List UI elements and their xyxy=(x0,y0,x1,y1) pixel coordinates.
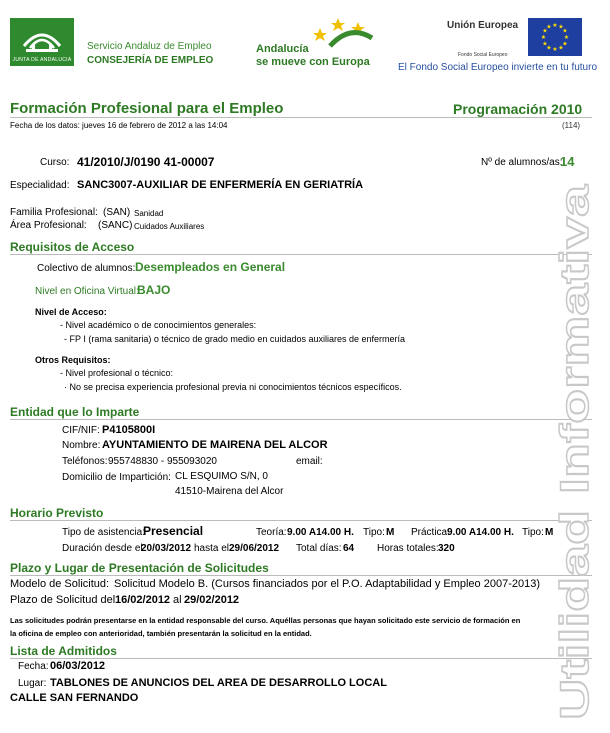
horario-heading: Horario Previsto xyxy=(10,506,592,521)
andalucia-line2: se mueve con Europa xyxy=(256,56,370,68)
eu-fund: Fondo Social Europeo xyxy=(458,52,508,58)
colectivo-value: Desempleados en General xyxy=(135,260,286,274)
watermark xyxy=(548,180,598,725)
alumnos-value: 14 xyxy=(560,154,575,169)
andalucia-stars-icon xyxy=(300,8,380,48)
duracion-hasta: 29/06/2012 xyxy=(229,543,280,554)
nota-line1: Las solicitudes podrán presentarse en la entidad responsable del curso. Aquéllas personas que hayan solicitado este servicio de formación en xyxy=(10,616,521,625)
nivel-acceso-line2: - FP I (rama sanitaria) o técnico de grado medio en cuidados auxiliares de enfermería xyxy=(64,334,406,344)
familia-label: Familia Profesional: xyxy=(10,207,98,218)
lugar-line2: CALLE SAN FERNANDO xyxy=(10,692,139,704)
title-divider xyxy=(10,117,592,118)
tipo-asistencia-value: Presencial xyxy=(143,524,204,538)
area-code: (SANC) xyxy=(98,220,133,231)
andalucia-line1: Andalucía xyxy=(256,43,309,55)
tipo-asistencia-label: Tipo de asistencia: xyxy=(62,527,146,538)
eu-title: Unión Europea xyxy=(447,20,519,31)
svg-text:★: ★ xyxy=(540,34,547,41)
plazo-label: Plazo de Solicitud del xyxy=(10,594,116,606)
familia-code: (SAN) xyxy=(103,207,131,218)
nombre-label: Nombre: xyxy=(62,440,101,451)
area-value: Cuidados Auxiliares xyxy=(134,222,205,231)
code-badge: (114) xyxy=(562,121,581,130)
area-label: Área Profesional: xyxy=(10,220,87,231)
eu-flag-icon xyxy=(528,18,582,56)
sae-line2: CONSEJERÍA DE EMPLEO xyxy=(87,55,214,66)
svg-text:★: ★ xyxy=(563,34,570,41)
fecha-datos: Fecha de los datos: jueves 16 de febrero de 2012 a las 14:04 xyxy=(10,121,228,130)
page-title: Formación Profesional para el Empleo xyxy=(10,100,284,117)
teoria-label: Teoría: xyxy=(256,527,287,538)
programacion-title: Programación 2010 xyxy=(453,101,583,117)
plazo-al: al xyxy=(173,594,182,606)
svg-text:★: ★ xyxy=(546,23,552,31)
practica-label: Práctica: xyxy=(411,527,450,538)
teoria-tipo-value: M xyxy=(386,527,395,538)
nota-line2: la oficina de empleo con anterioridad, también presentarán la solicitud en la entidad. xyxy=(10,629,312,638)
svg-text:★: ★ xyxy=(552,22,558,29)
requisitos-heading: Requisitos de Acceso xyxy=(10,240,592,255)
nivel-acceso-label: Nivel de Acceso: xyxy=(35,307,107,317)
total-dias-value: 64 xyxy=(343,543,355,554)
domicilio-line2: 41510-Mairena del Alcor xyxy=(175,486,284,497)
horas-value: 320 xyxy=(438,543,455,554)
plazo-desde: 16/02/2012 xyxy=(115,594,171,606)
lugar-label: Lugar: xyxy=(18,678,47,689)
teoria-value: 9.00 A14.00 H. xyxy=(287,527,354,538)
modelo-value: Solicitud Modelo B. (Cursos financiados por el P.O. Adaptabilidad y Empleo 2007-2013) xyxy=(114,578,540,590)
curso-label: Curso: xyxy=(40,157,70,168)
practica-tipo-label: Tipo: xyxy=(522,527,544,538)
otros-label: Otros Requisitos: xyxy=(35,355,111,365)
svg-text:★: ★ xyxy=(558,23,564,31)
svg-text:★: ★ xyxy=(558,44,564,52)
horas-label: Horas totales: xyxy=(377,543,439,554)
plazo-heading: Plazo y Lugar de Presentación de Solicitudes xyxy=(10,561,592,576)
sae-line1: Servicio Andaluz de Empleo xyxy=(87,41,212,52)
svg-text:★: ★ xyxy=(562,40,568,48)
fecha-label: Fecha: xyxy=(18,661,49,672)
fecha-value: 06/03/2012 xyxy=(50,660,106,672)
nombre-value: AYUNTAMIENTO DE MAIRENA DEL ALCOR xyxy=(102,439,328,451)
nivel-value: BAJO xyxy=(137,283,171,297)
duracion-label: Duración desde el xyxy=(62,543,143,554)
admitidos-heading: Lista de Admitidos xyxy=(10,644,592,659)
duracion-hasta-label: hasta el xyxy=(194,543,230,554)
nivel-label: Nivel en Oficina Virtual: xyxy=(35,286,139,297)
practica-value: 9.00 A14.00 H. xyxy=(447,527,514,538)
otros-line2: · No se precisa experiencia profesional previa ni conocimientos técnicos específicos. xyxy=(64,382,402,392)
duracion-desde: 20/03/2012 xyxy=(141,543,192,554)
teoria-tipo-label: Tipo: xyxy=(363,527,385,538)
especialidad-label: Especialidad: xyxy=(10,180,70,191)
svg-text:★: ★ xyxy=(542,40,548,48)
especialidad-value: SANC3007-AUXILIAR DE ENFERMERÍA EN GERIATRÍA xyxy=(77,179,364,191)
nivel-acceso-line1: - Nivel académico o de conocimientos generales: xyxy=(60,320,257,330)
total-dias-label: Total días: xyxy=(296,543,342,554)
plazo-hasta: 29/02/2012 xyxy=(184,594,240,606)
telefonos-value: 955748830 - 955093020 xyxy=(108,456,217,467)
domicilio-line1: CL ESQUIMO S/N, 0 xyxy=(175,471,268,482)
modelo-label: Modelo de Solicitud: xyxy=(10,578,110,590)
colectivo-label: Colectivo de alumnos: xyxy=(37,263,136,274)
cif-label: CIF/NIF: xyxy=(62,425,100,436)
domicilio-label: Domicilio de Impartición: xyxy=(62,472,171,483)
junta-andalucia-logo xyxy=(10,18,74,66)
alumnos-label: Nº de alumnos/as: xyxy=(481,157,563,168)
svg-text:★: ★ xyxy=(546,44,552,52)
svg-text:★: ★ xyxy=(552,46,558,53)
svg-text:★: ★ xyxy=(542,27,548,35)
cif-value: P4105800I xyxy=(102,424,156,436)
email-label: email: xyxy=(296,456,323,467)
otros-line1: - Nivel profesional o técnico: xyxy=(60,368,174,378)
svg-text:★: ★ xyxy=(562,27,568,35)
curso-value: 41/2010/J/0190 41-00007 xyxy=(77,155,215,169)
entidad-heading: Entidad que lo Imparte xyxy=(10,405,592,420)
familia-value: Sanidad xyxy=(134,209,164,218)
lugar-line1: TABLONES DE ANUNCIOS DEL AREA DE DESARROLLO LOCAL xyxy=(50,677,387,689)
telefonos-label: Teléfonos: xyxy=(62,456,108,467)
svg-text:Utilidad Informativa: Utilidad Informativa xyxy=(553,346,597,720)
junta-text: JUNTA DE ANDALUCIA xyxy=(12,57,72,63)
eu-slogan: El Fondo Social Europeo invierte en tu futuro xyxy=(398,62,598,73)
practica-tipo-value: M xyxy=(545,527,554,538)
